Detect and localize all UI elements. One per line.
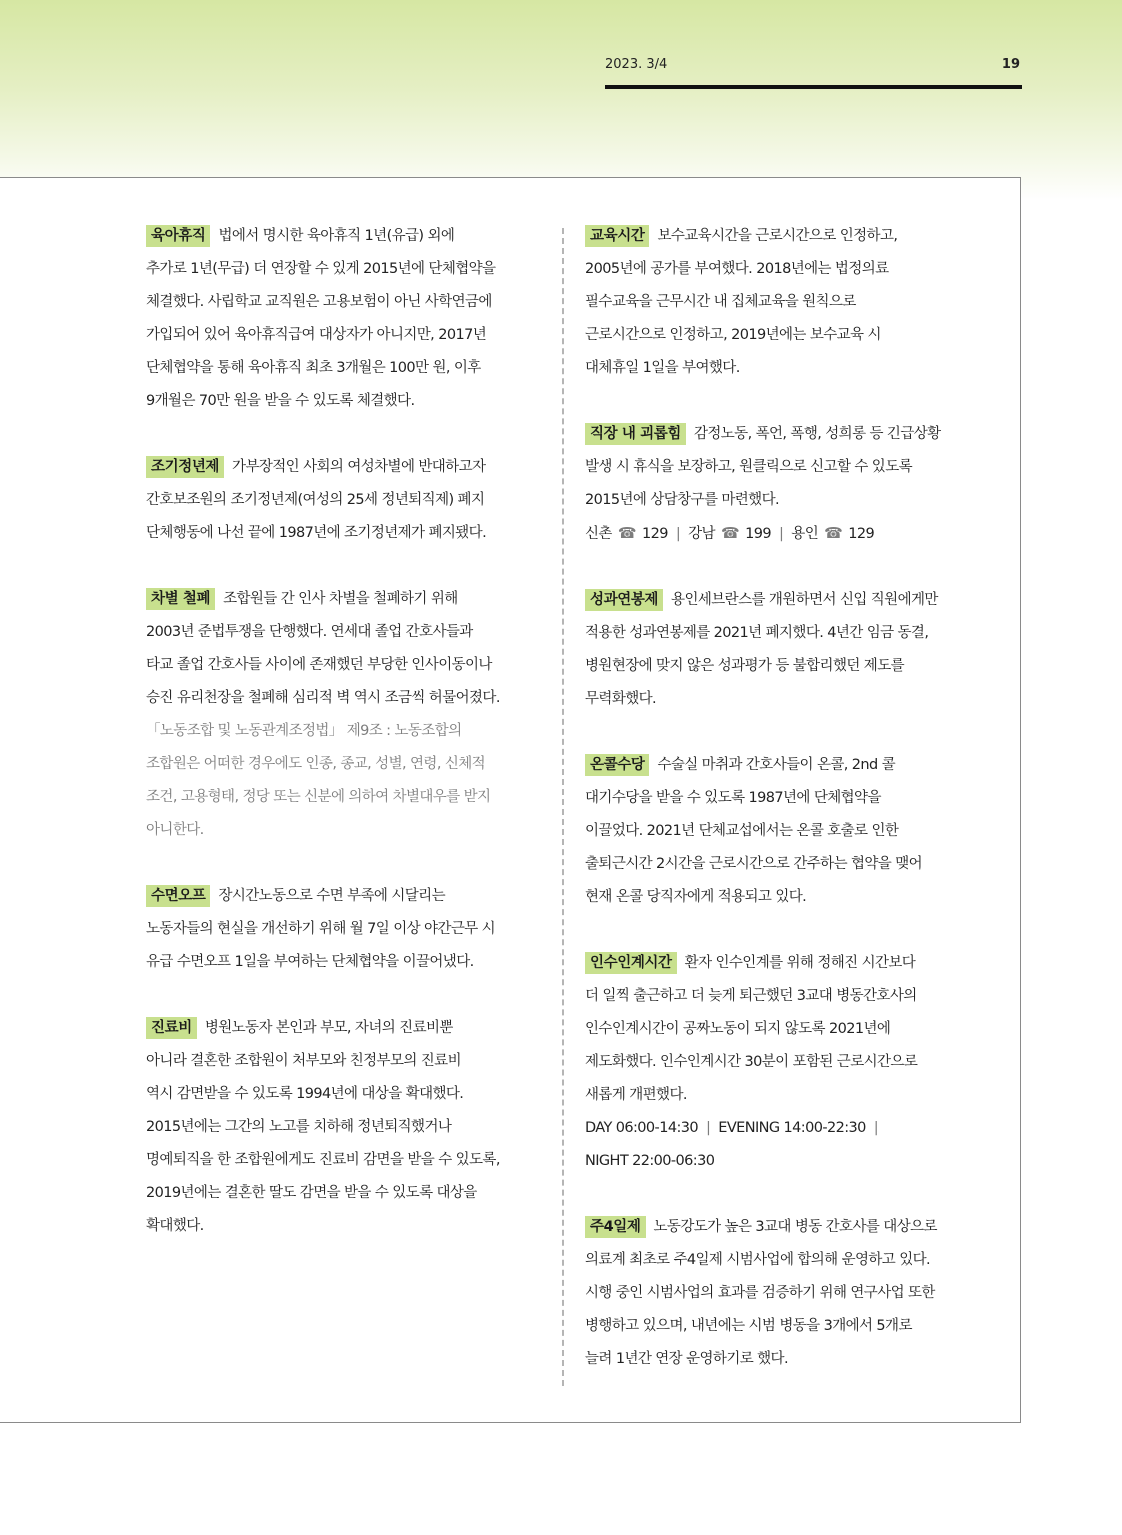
body-line: 명예퇴직을 한 조합원에게도 진료비 감면을 받을 수 있도록, [146, 1152, 500, 1168]
shift-schedule-night [585, 1145, 980, 1178]
section-performance-pay [585, 584, 980, 716]
shift-day: DAY 06:00-14:30 [585, 1120, 698, 1136]
body-line: 시행 중인 시범사업의 효과를 검증하기 위해 연구사업 또한 [585, 1285, 935, 1301]
hotline-number: 129 [641, 526, 668, 542]
header-background [0, 0, 1122, 200]
shift-schedule [585, 1112, 980, 1145]
body-line: 2003년 준법투쟁을 단행했다. 연세대 졸업 간호사들과 [146, 624, 473, 640]
body-line: 감정노동, 폭언, 폭행, 성희롱 등 긴급상황 [693, 426, 941, 442]
hotline-number: 129 [848, 526, 875, 542]
hotline-place: 신촌 [585, 526, 612, 542]
section-tag: 온콜수당 [585, 754, 649, 776]
body-line: 필수교육을 근무시간 내 집체교육을 원칙으로 [585, 294, 856, 310]
body-line: 조합원들 간 인사 차별을 철폐하기 위해 [223, 591, 458, 607]
body-line: 제도화했다. 인수인계시간 30분이 포함된 근로시간으로 [585, 1054, 918, 1070]
law-note [146, 715, 541, 847]
body-line: 2015년에는 그간의 노고를 치하해 정년퇴직했거나 [146, 1119, 452, 1135]
body-line: 장시간노동으로 수면 부족에 시달리는 [218, 888, 445, 904]
body-line: 단체협약을 통해 육아휴직 최초 3개월은 100만 원, 이후 [146, 360, 481, 376]
note-line: 아니한다. [146, 822, 204, 838]
body-line: 추가로 1년(무급) 더 연장할 수 있게 2015년에 단체협약을 [146, 261, 496, 277]
body-line: 보수교육시간을 근로시간으로 인정하고, [657, 228, 898, 244]
body-line: 체결했다. 사립학교 교직원은 고용보험이 아닌 사학연금에 [146, 294, 492, 310]
section-tag: 차별 철폐 [146, 588, 215, 610]
body-line: 늘려 1년간 연장 운영하기로 했다. [585, 1351, 788, 1367]
body-line: 9개월은 70만 원을 받을 수 있도록 체결했다. [146, 393, 415, 409]
header-rule [605, 85, 1022, 89]
section-four-day-week [585, 1211, 980, 1376]
section-parental-leave [146, 220, 541, 418]
section-tag: 성과연봉제 [585, 589, 663, 611]
note-line: 조건, 고용형태, 정당 또는 신분에 의하여 차별대우를 받지 [146, 789, 491, 805]
body-line: 노동자들의 현실을 개선하기 위해 월 7일 이상 야간근무 시 [146, 921, 496, 937]
body-line: 병원노동자 본인과 부모, 자녀의 진료비뿐 [204, 1020, 453, 1036]
separator: | [675, 526, 681, 542]
body-line: 병원현장에 맞지 않은 성과평가 등 불합리했던 제도를 [585, 658, 905, 674]
body-line: 수술실 마취과 간호사들이 온콜, 2nd 콜 [657, 757, 896, 773]
section-tag: 교육시간 [585, 225, 649, 247]
shift-evening: EVENING 14:00-22:30 [718, 1120, 866, 1136]
section-tag: 진료비 [146, 1017, 197, 1039]
hotline-number: 199 [745, 526, 771, 542]
column-divider [562, 228, 564, 1386]
hotline-place: 용인 [791, 526, 819, 542]
section-medical-fees [146, 1012, 541, 1243]
section-on-call-allowance [585, 749, 980, 914]
body-line: 용인세브란스를 개원하면서 신입 직원에게만 [671, 592, 938, 608]
hotline-numbers [585, 517, 980, 551]
note-line: 조합원은 어떠한 경우에도 인종, 종교, 성별, 연령, 신체적 [146, 756, 486, 772]
body-line: 현재 온콜 당직자에게 적용되고 있다. [585, 889, 807, 905]
hotline-place: 강남 [688, 526, 715, 542]
body-line: 환자 인수인계를 위해 정해진 시간보다 [684, 955, 916, 971]
body-line: 확대했다. [146, 1218, 204, 1234]
body-line: 출퇴근시간 2시간을 근로시간으로 간주하는 협약을 맺어 [585, 856, 923, 872]
section-training-time [585, 220, 980, 385]
body-line: 2005년에 공가를 부여했다. 2018년에는 법정의료 [585, 261, 889, 277]
body-line: 병행하고 있으며, 내년에는 시범 병동을 3개에서 5개로 [585, 1318, 912, 1334]
section-tag: 수면오프 [146, 885, 210, 907]
body-line: 의료계 최초로 주4일제 시범사업에 합의해 운영하고 있다. [585, 1252, 931, 1268]
body-line: 적용한 성과연봉제를 2021년 폐지했다. 4년간 임금 동결, [585, 625, 929, 641]
body-line: 이끌었다. 2021년 단체교섭에서는 온콜 호출로 인한 [585, 823, 899, 839]
section-workplace-harassment [585, 418, 980, 551]
body-line: 가입되어 있어 육아휴직급여 대상자가 아니지만, 2017년 [146, 327, 487, 343]
body-line: 아니라 결혼한 조합원이 처부모와 친정부모의 진료비 [146, 1053, 461, 1069]
phone-icon: ☎ [720, 524, 740, 542]
body-line: 단체행동에 나선 끝에 1987년에 조기정년제가 폐지됐다. [146, 525, 487, 541]
section-tag: 육아휴직 [146, 225, 210, 247]
body-line: 근로시간으로 인정하고, 2019년에는 보수교육 시 [585, 327, 881, 343]
body-line: 2019년에는 결혼한 딸도 감면을 받을 수 있도록 대상을 [146, 1185, 477, 1201]
body-line: 대체휴일 1일을 부여했다. [585, 360, 740, 376]
body-line: 발생 시 휴식을 보장하고, 원클릭으로 신고할 수 있도록 [585, 459, 913, 475]
body-line: 유급 수면오프 1일을 부여하는 단체협약을 이끌어냈다. [146, 954, 474, 970]
body-line: 2015년에 상담창구를 마련했다. [585, 492, 780, 508]
body-line: 법에서 명시한 육아휴직 1년(유급) 외에 [218, 228, 455, 244]
body-line: 승진 유리천장을 철폐해 심리적 벽 역시 조금씩 허물어졌다. [146, 690, 500, 706]
body-line: 무력화했다. [585, 691, 657, 707]
section-sleep-off [146, 880, 541, 979]
section-handover-time [585, 947, 980, 1178]
body-line: 타교 졸업 간호사들 사이에 존재했던 부당한 인사이동이나 [146, 657, 492, 673]
section-tag: 인수인계시간 [585, 952, 677, 974]
left-column [146, 220, 541, 1276]
body-line: 더 일찍 출근하고 더 늦게 퇴근했던 3교대 병동간호사의 [585, 988, 917, 1004]
body-line: 가부장적인 사회의 여성차별에 반대하고자 [232, 459, 486, 475]
section-tag: 직장 내 괴롭힘 [585, 423, 686, 445]
body-line: 대기수당을 받을 수 있도록 1987년에 단체협약을 [585, 790, 881, 806]
page-number: 19 [1001, 57, 1020, 72]
phone-icon: ☎ [617, 524, 636, 542]
shift-night: NIGHT 22:00-06:30 [585, 1153, 715, 1169]
phone-icon: ☎ [824, 524, 843, 542]
right-column [585, 220, 980, 1409]
separator: | [778, 526, 784, 542]
separator: | [705, 1120, 711, 1136]
separator: | [873, 1120, 879, 1136]
body-line: 새롭게 개편했다. [585, 1087, 687, 1103]
section-tag: 주4일제 [585, 1216, 646, 1238]
note-line: 「노동조합 및 노동관계조정법」 제9조 : 노동조합의 [146, 723, 462, 739]
section-discrimination-abolition [146, 583, 541, 847]
body-line: 노동강도가 높은 3교대 병동 간호사를 대상으로 [653, 1219, 937, 1235]
issue-date: 2023. 3/4 [605, 57, 668, 72]
body-line: 역시 감면받을 수 있도록 1994년에 대상을 확대했다. [146, 1086, 464, 1102]
section-early-retirement [146, 451, 541, 550]
body-line: 간호보조원의 조기정년제(여성의 25세 정년퇴직제) 폐지 [146, 492, 485, 508]
section-tag: 조기정년제 [146, 456, 224, 478]
body-line: 인수인계시간이 공짜노동이 되지 않도록 2021년에 [585, 1021, 891, 1037]
